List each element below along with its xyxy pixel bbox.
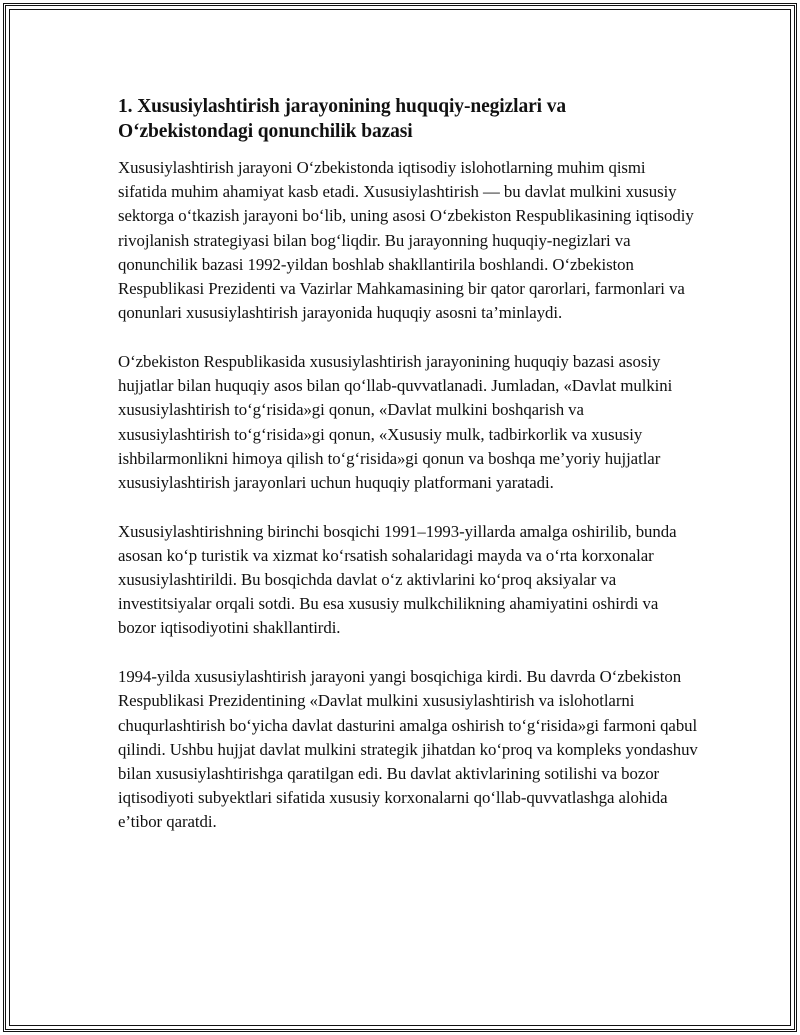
paragraph-4: 1994-yilda xususiylashtirish jarayoni yangi bosqichiga kirdi. Bu davrda O‘zbekiston Respublikasi Prezidentining «Davlat mulkini xususiylashtirish va islohotlarni chuqurlashtirish bo‘yicha davlat dasturini amalga oshirish to‘g‘risida»gi farmoni qabul qilindi. Ushbu hujjat davlat mulkini strategik jihatdan ko‘proq va kompleks yondashuv bilan xususiylashtirishga qaratilgan edi. Bu davlat aktivlarining sotilishi va bozor iqtisodiyoti subyektlari sifatida xususiy korxonalarni qo‘llab-quvvatlashga alohida e’tibor qaratdi. [118, 667, 698, 832]
document-body [118, 94, 698, 859]
paragraph-2: O‘zbekiston Respublikasida xususiylashtirish jarayonining huquqiy bazasi asosiy hujjatlar bilan huquqiy asos bilan qo‘llab-quvvatlanadi. Jumladan, «Davlat mulkini xususiylashtirish to‘g‘risida»gi qonun, «Davlat mulkini boshqarish va xususiylashtirish to‘g‘risida»gi qonun, «Xususiy mulk, tadbirkorlik va xususiy ishbilarmonlikni himoya qilish to‘g‘risida»gi qonun va boshqa me’yoriy hujjatlar xususiylashtirish jarayonlari uchun huquqiy platformani yaratadi. [118, 351, 673, 492]
paragraph-3: Xususiylashtirishning birinchi bosqichi 1991–1993-yillarda amalga oshirilib, bunda asosan ko‘p turistik va xizmat ko‘rsatish sohalaridagi mayda va o‘rta korxonalar xususiylashtirildi. Bu bosqichda davlat o‘z aktivlarini ko‘proq aksiyalar va investitsiyalar orqali sotdi. Bu esa xususiy mulkchilikning ahamiyatini oshirdi va bozor iqtisodiyotini shakllantirdi. [118, 521, 677, 638]
section-heading: 1. Xususiylashtirish jarayonining huquqiy-negizlari va O‘zbekistondagi qonunchilik bazasi [118, 96, 567, 142]
paragraph-1: Xususiylashtirish jarayoni O‘zbekistonda iqtisodiy islohotlarning muhim qismi sifatida muhim ahamiyat kasb etadi. Xususiylashtirish — bu davlat mulkini xususiy sektorga o‘tkazish jarayoni bo‘lib, uning asosi O‘zbekiston Respublikasining iqtisodiy rivojlanish strategiyasi bilan bog‘liqdir. Bu jarayonning huquqiy-negizlari va qonunchilik bazasi 1992-yildan boshlab shakllantirila boshlandi. O‘zbekiston Respublikasi Prezidenti va Vazirlar Mahkamasining bir qator qarorlari, farmonlari va qonunlari xususiylashtirish jarayonida huquqiy asosni ta’minlaydi. [118, 158, 694, 323]
